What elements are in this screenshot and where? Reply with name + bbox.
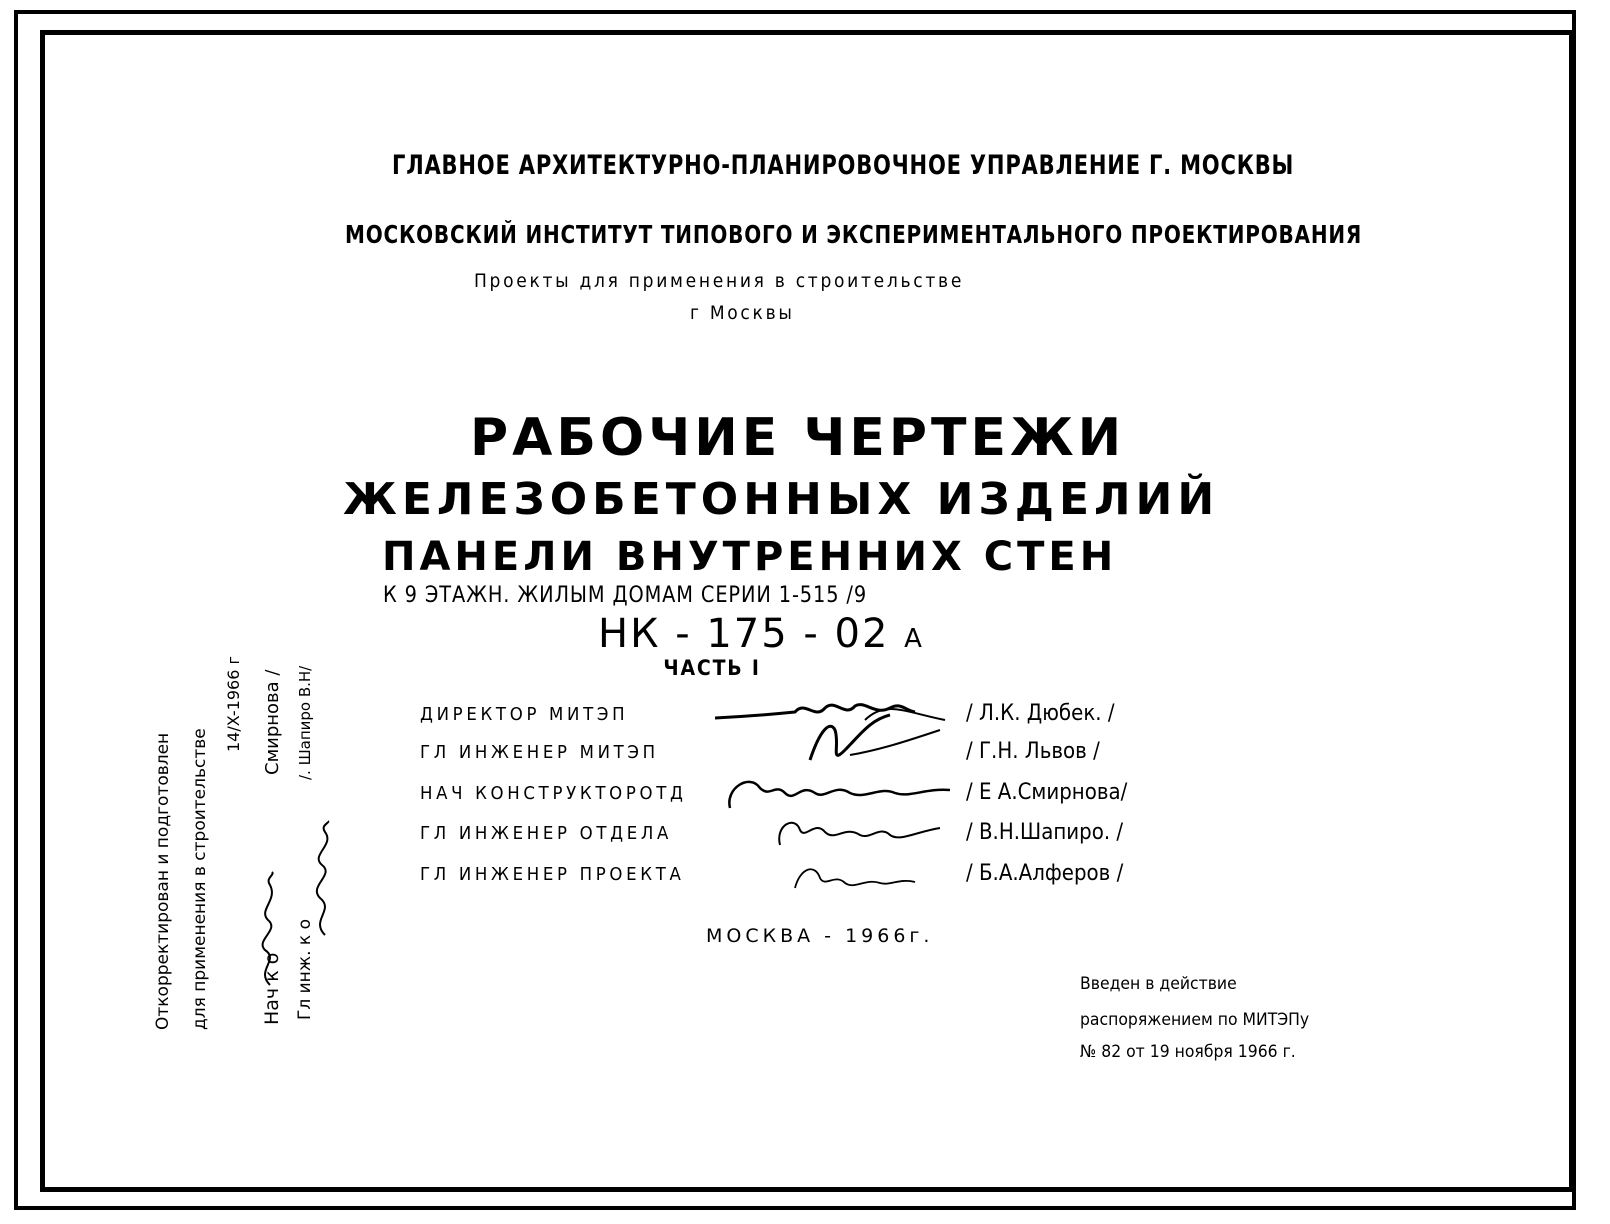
margin-note-line-3: Нач к о <box>261 952 283 1025</box>
header-organization: ГЛАВНОЕ АРХИТЕКТУРНО-ПЛАНИРОВОЧНОЕ УПРАВЛЕНИЕ Г. МОСКВЫ <box>392 150 1295 181</box>
introduced-line-2: распоряжением по МИТЭПу <box>1080 1010 1310 1030</box>
margin-signature-2 <box>300 820 345 940</box>
signatory-role-head-design: НАЧ КОНСТРУКТОРОТД <box>420 783 687 804</box>
introduced-line-1: Введен в действие <box>1080 974 1237 994</box>
signatory-role-chief-engineer: ГЛ ИНЖЕНЕР МИТЭП <box>420 742 659 763</box>
margin-signature-1 <box>250 870 290 990</box>
title-line-1: РАБОЧИЕ ЧЕРТЕЖИ <box>470 408 1126 468</box>
margin-note-line-4: Гл инж. к о <box>295 919 315 1020</box>
signatory-name-dept-engineer: / В.Н.Шапиро. / <box>966 820 1124 845</box>
signatory-name-head-design: / Е А.Смирнова/ <box>966 780 1128 805</box>
document-code <box>598 611 924 657</box>
introduced-line-3: № 82 от 19 ноября 1966 г. <box>1080 1042 1296 1062</box>
header-institute: МОСКОВСКИЙ ИНСТИТУТ ТИПОВОГО И ЭКСПЕРИМЕНТАЛЬНОГО ПРОЕКТИРОВАНИЯ <box>345 220 1363 249</box>
header-city: г Москвы <box>690 302 795 324</box>
signature-chief-engineer <box>790 710 950 770</box>
signatory-name-chief-engineer: / Г.Н. Львов / <box>966 739 1100 764</box>
margin-note-line-2: для применения в строительстве <box>190 728 210 1030</box>
signatory-role-dept-engineer: ГЛ ИНЖЕНЕР ОТДЕЛА <box>420 823 673 844</box>
margin-note-name-2: /. Шапиро В.Н/ <box>296 665 314 780</box>
title-line-2: ЖЕЛЕЗОБЕТОННЫХ ИЗДЕЛИЙ <box>343 474 1220 525</box>
margin-note-date: 14/X-1966 г <box>224 656 243 752</box>
signature-project-engineer <box>785 858 935 898</box>
signatory-name-project-engineer: / Б.А.Алферов / <box>966 861 1124 886</box>
city-year: МОСКВА - 1966г. <box>706 925 934 947</box>
header-projects: Проекты для применения в строительстве <box>474 270 965 292</box>
document-code-suffix: А <box>904 624 924 654</box>
signature-dept-engineer <box>770 810 950 855</box>
title-subtitle: К 9 ЭТАЖН. ЖИЛЫМ ДОМАМ СЕРИИ 1-515 /9 <box>383 583 868 608</box>
signatory-role-project-engineer: ГЛ ИНЖЕНЕР ПРОЕКТА <box>420 864 685 885</box>
margin-note-name-1: Смирнова / <box>262 669 283 775</box>
signatory-role-director: ДИРЕКТОР МИТЭП <box>420 704 629 725</box>
document-code-main: НК - 175 - 02 <box>598 611 890 657</box>
margin-note-line-1: Откорректирован и подготовлен <box>153 732 173 1030</box>
signatory-name-director: / Л.К. Дюбек. / <box>966 701 1115 726</box>
document-part: ЧАСТЬ I <box>663 656 761 680</box>
title-line-3: ПАНЕЛИ ВНУТРЕННИХ СТЕН <box>382 534 1118 580</box>
